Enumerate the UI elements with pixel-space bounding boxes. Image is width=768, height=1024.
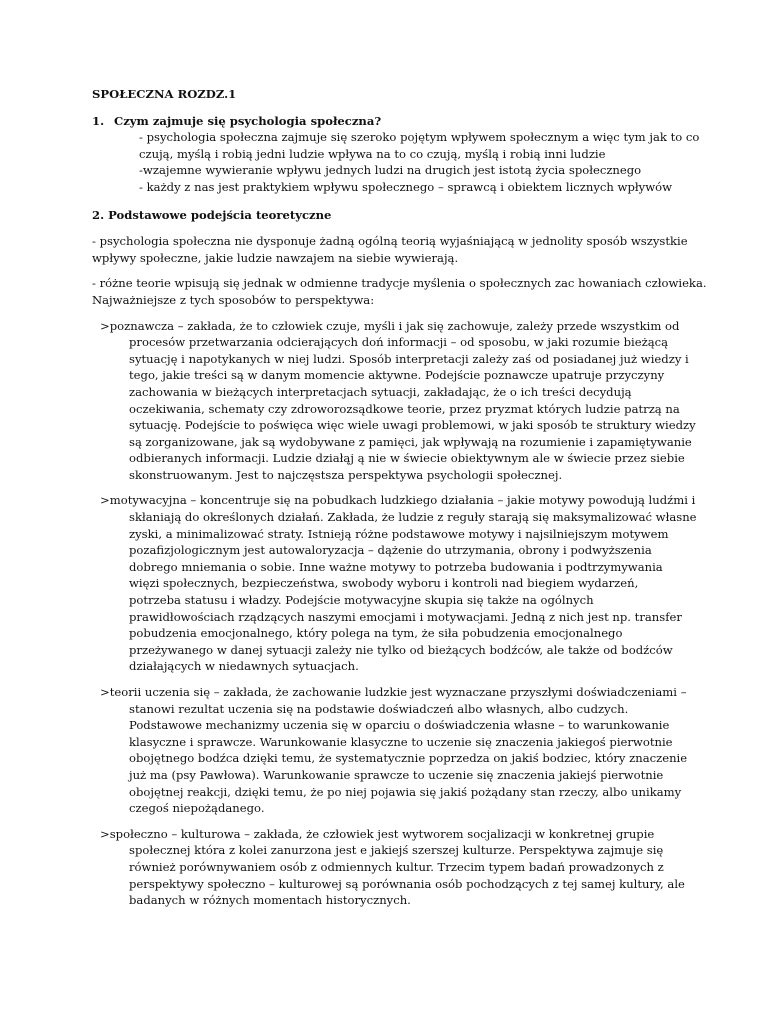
paragraph-line: - różne teorie wpisują się jednak w odmienne tradycje myślenia o społecznych zac howaniach człowieka. xyxy=(92,276,707,291)
perspective-line: klasyczne i sprawcze. Warunkowanie klasyczne to uczenie się znaczenia jakiegoś pierwotnie xyxy=(129,734,673,749)
perspective-line: działających w niedawnych sytuacjach. xyxy=(129,659,359,674)
section1-line: - każdy z nas jest praktykiem wpływu społecznego – sprawcą i obiektem licznych wpływów xyxy=(139,179,673,194)
perspective-line: pobudzenia emocjonalnego, który polega na tym, że siła pobudzenia emocjonalnego xyxy=(129,626,623,641)
perspective-line: czegoś niepożądanego. xyxy=(129,801,265,816)
perspective-line: odbieranych informacji. Ludzie działąj ą nie w świecie obiektywnym ale w świecie przez siebie xyxy=(129,451,685,466)
perspective-line: tego, jakie treści są w danym momencie aktywne. Podejście poznawcze upatruje przyczyny xyxy=(129,368,665,383)
section1-heading-row xyxy=(92,113,692,130)
perspective-line: potrzeba statusu i władzy. Podejście motywacyjne skupia się także na ogólnych xyxy=(129,593,594,608)
perspective-line: stanowi rezultat uczenia się na podstawie doświadczeń albo własnych, albo cudzych. xyxy=(129,701,629,716)
perspective-learning xyxy=(92,684,692,817)
perspective-line: zyski, a minimalizować straty. Istnieją różne podstawowe motywy i najsilniejszym motywem xyxy=(129,526,669,541)
perspective-line: sytuację. Podejście to poświęca więc wiele uwagi problemowi, w jaki sposób te struktury wiedzy xyxy=(129,418,696,433)
perspective-line: badanych w różnych momentach historycznych. xyxy=(129,893,411,908)
perspective-line: prawidłowościach rządzących naszymi emocjami i motywacjami. Jedną z nich jest np. transfer xyxy=(129,609,682,624)
section1-body xyxy=(139,129,700,195)
perspective-line: społecznej która z kolei zanurzona jest e jakiejś szerszej kulturze. Perspektywa zajmuje się xyxy=(129,843,664,858)
paragraph-line: Najważniejsze z tych sposobów to perspektywa: xyxy=(92,292,375,307)
perspective-line: przeżywanego w danej sytuacji zależy nie tylko od bieżących bodźców, ale także od bodźców xyxy=(129,642,673,657)
paragraph-line: wpływy społeczne, jakie ludzie nawzajem na siebie wywierają. xyxy=(92,250,459,265)
perspective-line: Podstawowe mechanizmy uczenia się w oparciu o doświadczenia własne – to warunkowanie xyxy=(129,718,670,733)
document-page xyxy=(92,86,707,918)
perspective-cognitive xyxy=(92,318,696,484)
document-title: SPOŁECZNA ROZDZ.1 xyxy=(92,87,237,101)
perspective-motivational xyxy=(92,492,697,675)
perspective-line: pozafizjologicznym jest autowaloryzacja – dążenie do utrzymania, obrony i podwyższenia xyxy=(129,543,652,558)
section1-line: -wzajemne wywieranie wpływu jednych ludzi na drugich jest istotą życia społecznego xyxy=(139,163,642,178)
section1-line: - psychologia społeczna zajmuje się szeroko pojętym wpływem społecznym a więc tym jak to co xyxy=(139,130,700,145)
perspective-lead-line: >poznawcza – zakłada, że to człowiek czuje, myśli i jak się zachowuje, zależy przede wszystkim od xyxy=(100,318,680,333)
section1-line: czują, myślą i robią jedni ludzie wpływa na to co czują, myślą i robią inni ludzie xyxy=(139,146,606,161)
perspective-line: obojętnej reakcji, dzięki temu, że po niej pojawia się jakiś pożądany stan rzeczy, albo unikamy xyxy=(129,784,682,799)
perspective-line: oczekiwania, schematy czy zdroworozsądkowe teorie, przez pryzmat których ludzie patrzą na xyxy=(129,401,680,416)
perspective-line: obojętnego bodźca dzięki temu, że systematycznie poprzedza on jakiś bodziec, który znaczenie xyxy=(129,751,688,766)
section2-paragraph-2 xyxy=(92,275,707,308)
perspective-line: procesów przetwarzania odcierających doń informacji – od sposobu, w jaki rozumie bieżącą xyxy=(129,335,669,350)
perspective-line: perspektywy społeczno – kulturowej są porównania osób pochodzących z tej samej kultury, ale xyxy=(129,876,685,891)
perspective-lead-line: >społeczno – kulturowa – zakłada, że człowiek jest wytworem socjalizacji w konkretnej grupie xyxy=(100,826,655,841)
perspective-sociocultural xyxy=(92,826,692,909)
perspective-line: zachowania w bieżących interpretacjach sytuacji, zakładając, że o ich treści decydują xyxy=(129,384,632,399)
paragraph-line: - psychologia społeczna nie dysponuje żadną ogólną teorią wyjaśniającą w jednolity sposób wszystkie xyxy=(92,234,688,249)
section1-number: 1. xyxy=(92,113,105,128)
section2-heading: 2. Podstawowe podejścia teoretyczne xyxy=(92,207,332,222)
perspective-line: dobrego mniemania o sobie. Inne ważne motywy to potrzeba budowania i podtrzymywania xyxy=(129,559,663,574)
perspectives-list xyxy=(92,318,697,909)
section1-heading: Czym zajmuje się psychologia społeczna? xyxy=(114,113,382,128)
perspective-line: również porównywaniem osób z odmiennych kultur. Trzecim typem badań prowadzonych z xyxy=(129,859,664,874)
perspective-line: skłaniają do określonych działań. Zakłada, że ludzie z reguły starają się maksymalizować własne xyxy=(129,510,697,525)
perspective-line: więzi społecznych, bezpieczeństwa, swobody wyboru i kontroli nad biegiem wydarzeń, xyxy=(129,576,639,591)
section2-paragraph-1 xyxy=(92,233,692,266)
perspective-line: są zorganizowane, jak są wydobywane z pamięci, jak wpływają na rozumienie i zapamiętywanie xyxy=(129,434,692,449)
perspective-lead-line: >teorii uczenia się – zakłada, że zachowanie ludzkie jest wyznaczane przyszłymi doświadczeniami – xyxy=(100,685,687,699)
perspective-line: skonstruowanym. Jest to najczęstsza perspektywa psychologii społecznej. xyxy=(129,467,563,482)
perspective-lead-line: >motywacyjna – koncentruje się na pobudkach ludzkiego działania – jakie motywy powodują ludźmi i xyxy=(100,493,696,508)
perspective-line: sytuację i napotykanych w niej ludzi. Sposób interpretacji zależy zaś od posiadanej już wiedzy i xyxy=(129,351,689,366)
perspective-line: już ma (psy Pawłowa). Warunkowanie sprawcze to uczenie się znaczenia jakiejś pierwotnie xyxy=(129,767,664,782)
